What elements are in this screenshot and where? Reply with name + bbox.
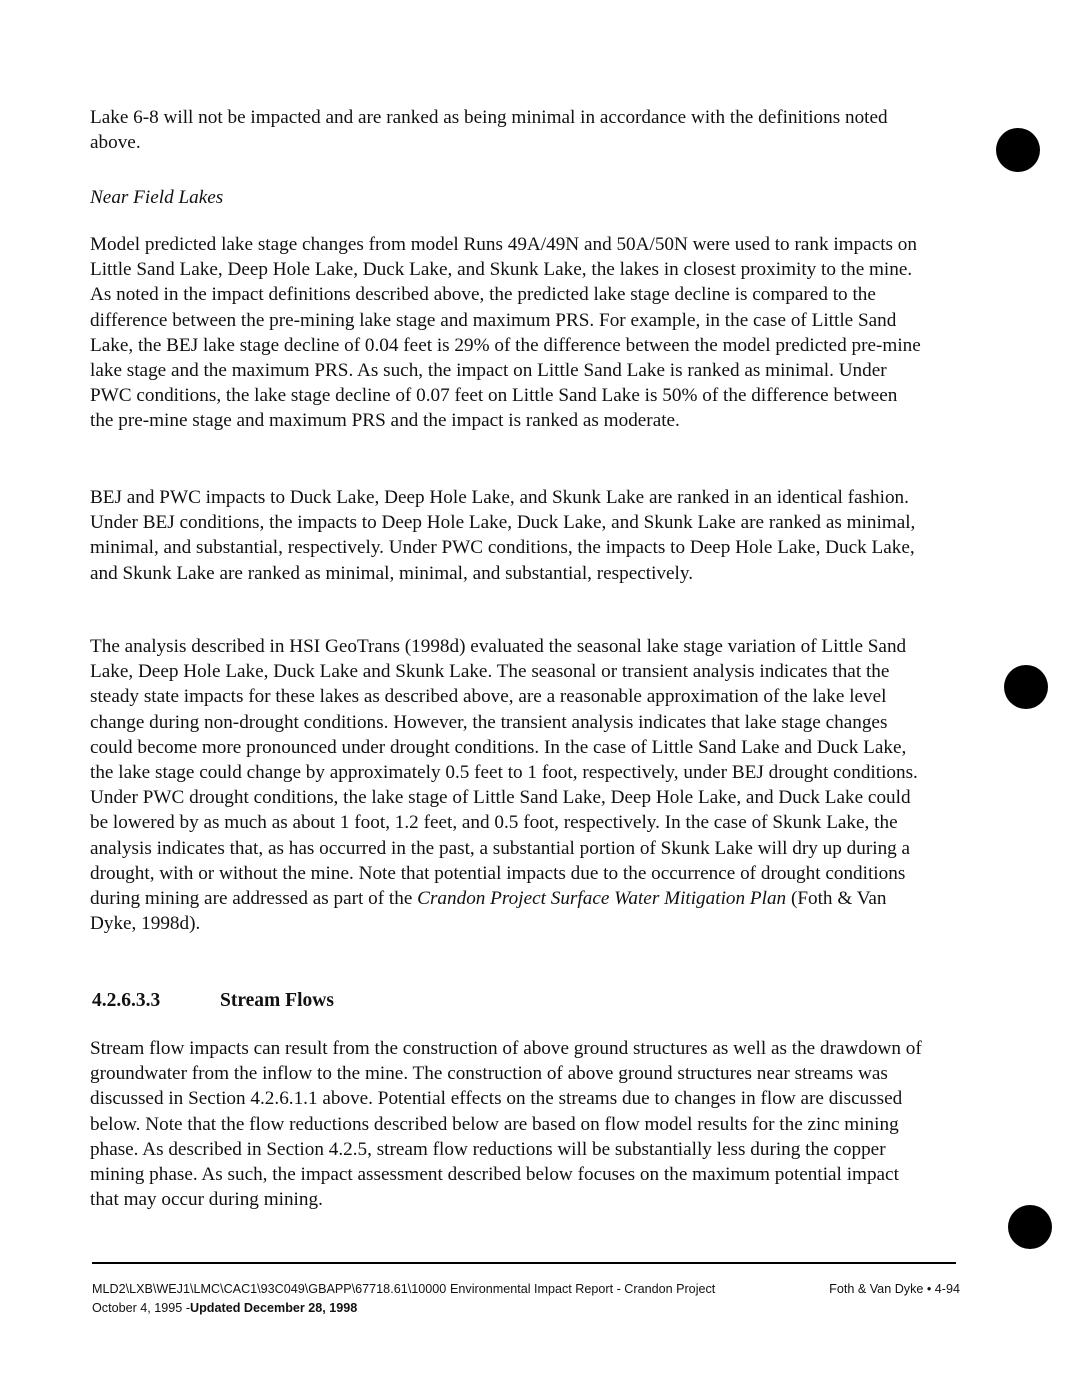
paragraph-citation: (Foth & Van Dyke, 1998d).	[90, 888, 887, 935]
paragraph-bej-pwc-impacts: BEJ and PWC impacts to Duck Lake, Deep Hole Lake, and Skunk Lake are ranked in an identical fashion. Under BEJ conditions, the impacts to Deep Hole Lake, Duck Lake, and Skunk Lake are ranked as minimal, minimal, and substantial, respectively. Under PWC conditions, the impacts to Deep Hole Lake, Duck Lake, and Skunk Lake are ranked as minimal, minimal, and substantial, respectively.	[90, 487, 916, 584]
section-number: 4.2.6.3.3	[92, 990, 161, 1011]
footer-file-path: MLD2\LXB\WEJ1\LMC\CAC1\93C049\GBAPP\67718.61\10000	[92, 1282, 447, 1296]
footer-divider	[92, 1262, 956, 1264]
section-heading	[92, 988, 334, 1013]
paragraph-near-field-model: Model predicted lake stage changes from model Runs 49A/49N and 50A/50N were used to rank impacts on Little Sand Lake, Deep Hole Lake, Duck Lake, and Skunk Lake, the lakes in closest proximity to the mine. As noted in the impact definitions described above, the predicted lake stage decline is compared to the difference between the pre-mining lake stage and maximum PRS. For example, in the case of Little Sand Lake, the BEJ lake stage decline of 0.04 feet is 29% of the difference between the model predicted pre-mine lake stage and the maximum PRS. As such, the impact on Little Sand Lake is ranked as minimal. Under PWC conditions, the lake stage decline of 0.07 feet on Little Sand Lake is 50% of the difference between the pre-mine stage and maximum PRS and the impact is ranked as moderate.	[90, 234, 921, 432]
binder-hole-bottom	[1008, 1205, 1052, 1249]
binder-hole-middle	[1004, 665, 1048, 709]
paragraph-text: The analysis described in HSI GeoTrans (1998d) evaluated the seasonal lake stage variation of Little Sand Lake, Deep Hole Lake, Duck Lake and Skunk Lake. The seasonal or transient analysis indicates that the steady state impacts for these lakes as described above, are a reasonable approximation of the lake level change during non-drought conditions. However, the transient analysis indicates that lake stage changes could become more pronounced under drought conditions. In the case of Little Sand Lake and Duck Lake, the lake stage could change by approximately 0.5 feet to 1 foot, respectively, under BEJ drought conditions. Under PWC drought conditions, the lake stage of Little Sand Lake, Deep Hole Lake, and Duck Lake could be lowered by as much as about 1 foot, 1.2 feet, and 0.5 foot, respectively. In the case of Skunk Lake, the analysis indicates that, as has occurred in the past, a substantial portion of Skunk Lake will dry up during a drought, with or without the mine. Note that potential impacts due to the occurrence of drought conditions during mining are addressed as part of the	[90, 636, 918, 910]
paragraph-transient-analysis	[90, 634, 925, 936]
binder-hole-top	[996, 128, 1040, 172]
footer-date: October 4, 1995 -	[92, 1301, 191, 1315]
mitigation-plan-title: Crandon Project Surface Water Mitigation Plan	[417, 888, 787, 910]
paragraph-lake-6-8: Lake 6-8 will not be impacted and are ranked as being minimal in accordance with the definitions noted above.	[90, 107, 888, 154]
footer-page-number: Foth & Van Dyke • 4-94	[829, 1282, 960, 1296]
page-footer	[92, 1280, 962, 1318]
footer-updated: Updated December 28, 1998	[190, 1301, 358, 1315]
subheading-near-field-lakes: Near Field Lakes	[90, 187, 224, 208]
section-title: Stream Flows	[220, 990, 334, 1011]
paragraph-stream-flow: Stream flow impacts can result from the construction of above ground structures as well as the drawdown of groundwater from the inflow to the mine. The construction of above ground structures near streams was discussed in Section 4.2.6.1.1 above. Potential effects on the streams due to changes in flow are discussed below. Note that the flow reductions described below are based on flow model results for the zinc mining phase. As described in Section 4.2.5, stream flow reductions will be substantially less during the copper mining phase. As such, the impact assessment described below focuses on the maximum potential impact that may occur during mining.	[90, 1038, 922, 1211]
footer-report-title: Environmental Impact Report - Crandon Project	[450, 1282, 716, 1296]
